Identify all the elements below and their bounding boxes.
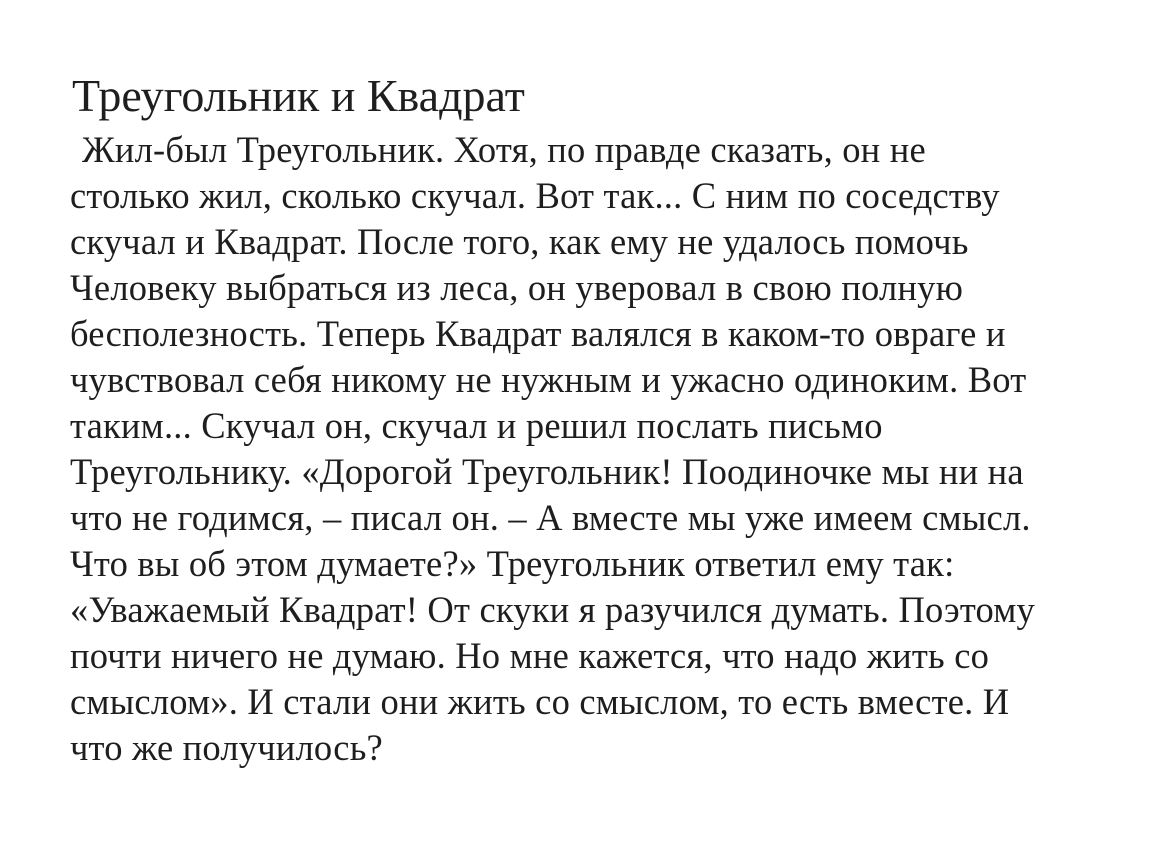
text-line: почти ничего не думаю. Но мне кажется, что надо жить со <box>70 635 990 676</box>
text-line: смыслом». И стали они жить со смыслом, то есть вместе. И <box>70 681 1010 722</box>
text-line: столько жил, сколько скучал. Вот так... С ним по соседству <box>70 175 1000 216</box>
text-line: бесполезность. Теперь Квадрат валялся в каком-то овраге и <box>70 313 1006 354</box>
text-line: таким... Скучал он, скучал и решил послать письмо <box>70 405 883 446</box>
text-line: Человеку выбраться из леса, он уверовал в свою полную <box>70 267 964 308</box>
text-line: Треугольнику. «Дорогой Треугольник! Поодиночке мы ни на <box>70 451 1024 492</box>
text-line: скучал и Квадрат. После того, как ему не удалось помочь <box>70 221 969 262</box>
text-line: что не годимся, – писал он. – А вместе мы уже имеем смысл. <box>70 497 1031 538</box>
page-title: Треугольник и Квадрат <box>72 70 525 121</box>
text-line: «Уважаемый Квадрат! От скуки я разучился думать. Поэтому <box>70 589 1035 630</box>
text-line: Жил-был Треугольник. Хотя, по правде сказать, он не <box>82 129 926 170</box>
text-line: что же получилось? <box>70 727 383 768</box>
text-line: чувствовал себя никому не нужным и ужасно одиноким. Вот <box>70 359 1027 400</box>
text-line: Что вы об этом думаете?» Треугольник ответил ему так: <box>70 543 955 584</box>
